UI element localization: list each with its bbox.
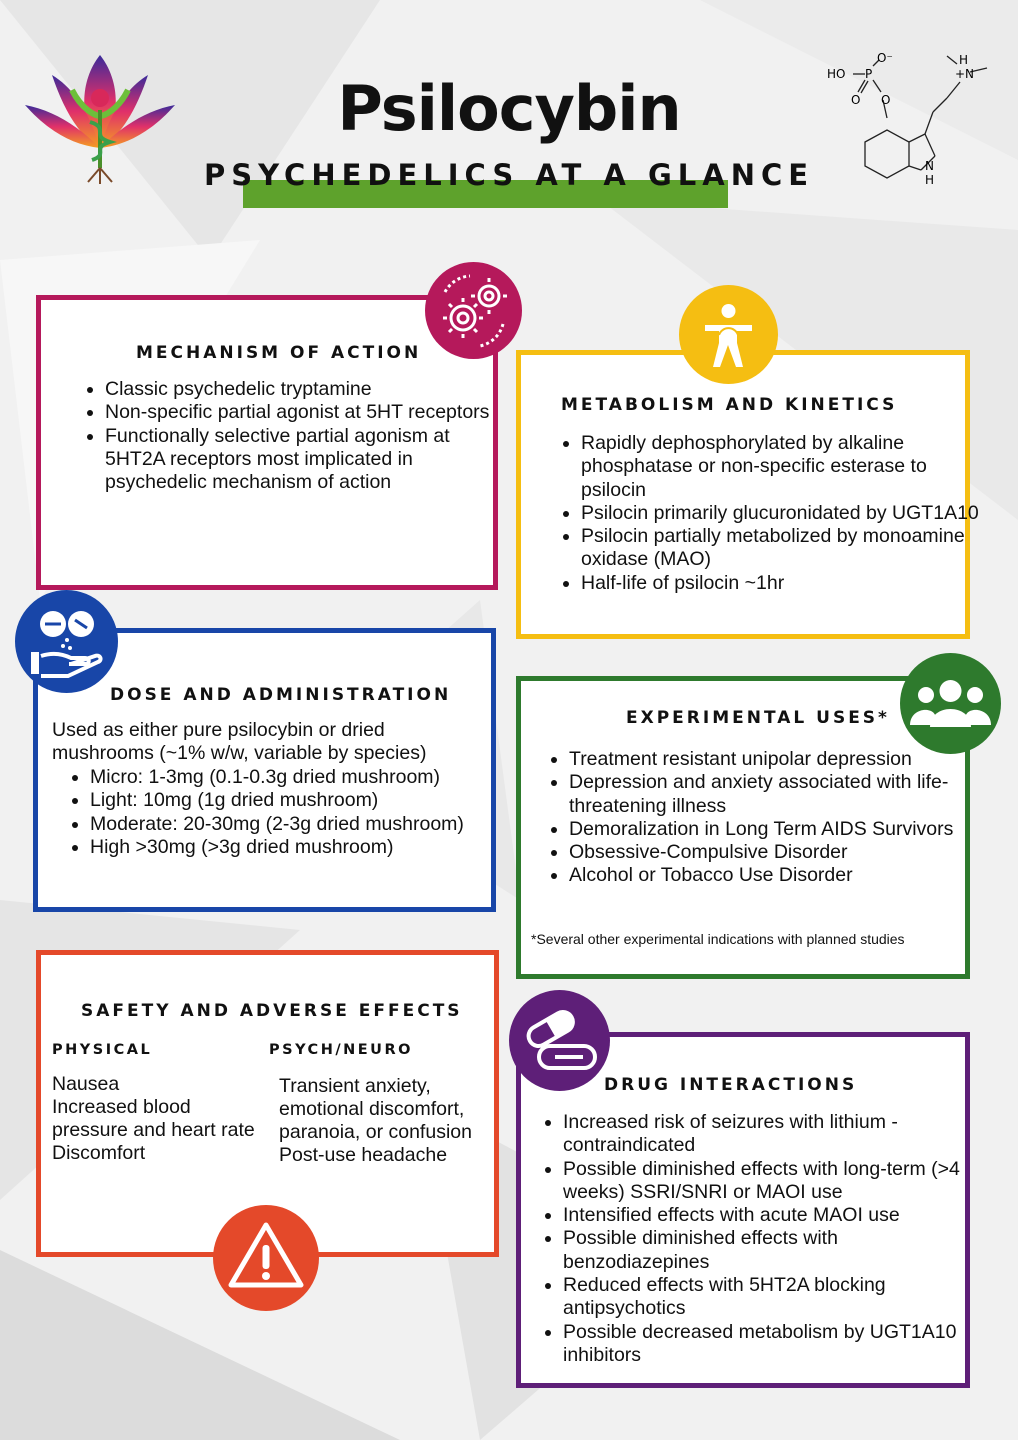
metabolism-list <box>555 432 981 595</box>
mechanism-list <box>79 378 495 494</box>
list-item: • Light: 10mg (1g dried mushroom) <box>90 789 510 812</box>
text-line: Transient anxiety, <box>279 1075 431 1097</box>
list-item: • Rapidly dephosphorylated by alkaline phosphatase or non-specific esterase to psilocin <box>581 432 981 502</box>
svg-text:N: N <box>925 159 934 173</box>
svg-text:H: H <box>925 173 935 187</box>
psych-neuro-effects <box>279 1075 489 1167</box>
svg-text:O: O <box>851 93 861 107</box>
psilocybin-molecule-diagram <box>825 52 1000 187</box>
experimental-heading: EXPERIMENTAL USES* <box>626 708 890 728</box>
dose-heading: DOSE AND ADMINISTRATION <box>110 685 452 705</box>
list-item: • Moderate: 20-30mg (2-3g dried mushroom) <box>90 813 510 836</box>
interactions-heading: DRUG INTERACTIONS <box>604 1075 858 1095</box>
page-title: Psilocybin <box>337 72 681 145</box>
list-item: • Obsessive-Compulsive Disorder <box>569 841 989 864</box>
physical-effects <box>52 1073 272 1165</box>
list-item: • Micro: 1-3mg (0.1-0.3g dried mushroom) <box>90 766 510 789</box>
list-item: • Alcohol or Tobacco Use Disorder <box>569 864 989 887</box>
list-item: • Psilocin primarily glucuronidated by UGT1A10 <box>581 502 981 525</box>
list-item: • Functionally selective partial agonism at 5HT2A receptors most implicated in psychedelic mechanism of action <box>105 425 495 495</box>
warning-triangle-icon <box>213 1205 319 1311</box>
gears-icon <box>425 262 522 359</box>
metabolism-heading: METABOLISM AND KINETICS <box>561 395 898 415</box>
safety-heading: SAFETY AND ADVERSE EFFECTS <box>81 1001 463 1021</box>
experimental-footnote: *Several other experimental indications with planned studies <box>531 931 905 947</box>
list-item: • Non-specific partial agonist at 5HT receptors <box>105 401 495 424</box>
text-line: Discomfort <box>52 1142 146 1164</box>
group-of-people-icon <box>900 653 1001 754</box>
text-line: paranoia, or confusion <box>279 1121 472 1143</box>
pills-in-hand-icon <box>15 590 118 693</box>
text-line: Increased blood <box>52 1096 191 1118</box>
text-line: Post-use headache <box>279 1144 448 1166</box>
svg-text:O⁻: O⁻ <box>877 52 893 65</box>
interactions-list <box>537 1111 983 1367</box>
svg-text:HO: HO <box>827 67 846 81</box>
mechanism-heading: MECHANISM OF ACTION <box>136 343 422 363</box>
page-subtitle: PSYCHEDELICS AT A GLANCE <box>203 158 815 192</box>
list-item: • Possible diminished effects with long-term (>4 weeks) SSRI/SNRI or MAOI use <box>563 1158 983 1205</box>
list-item: • Classic psychedelic tryptamine <box>105 378 495 401</box>
physical-label: PHYSICAL <box>52 1042 153 1058</box>
svg-text:+N: +N <box>955 67 975 81</box>
list-item: • Reduced effects with 5HT2A blocking antipsychotics <box>563 1274 983 1321</box>
list-item: • Psilocin partially metabolized by monoamine oxidase (MAO) <box>581 525 981 572</box>
list-item: • Increased risk of seizures with lithium - contraindicated <box>563 1111 983 1158</box>
list-item: • Depression and anxiety associated with life-threatening illness <box>569 771 989 818</box>
metabolism-card <box>516 350 979 639</box>
svg-text:O: O <box>881 93 891 107</box>
dose-list <box>64 766 510 859</box>
dose-intro: Used as either pure psilocybin or dried mushrooms (~1% w/w, variable by species) <box>52 719 427 764</box>
list-item: • Demoralization in Long Term AIDS Survivors <box>569 818 989 841</box>
text-line: emotional discomfort, <box>279 1098 465 1120</box>
list-item: • Treatment resistant unipolar depression <box>569 748 989 771</box>
list-item: • Half-life of psilocin ~1hr <box>581 572 981 595</box>
text-line: pressure and heart rate <box>52 1119 255 1141</box>
svg-text:P: P <box>865 67 873 81</box>
text-line: Nausea <box>52 1073 120 1095</box>
experimental-list <box>543 748 989 888</box>
list-item: • Intensified effects with acute MAOI use <box>563 1204 983 1227</box>
human-figure-icon <box>679 285 778 384</box>
psych-neuro-label: PSYCH/NEURO <box>269 1042 413 1058</box>
svg-text:H: H <box>959 53 969 67</box>
list-item: • High >30mg (>3g dried mushroom) <box>90 836 510 859</box>
capsules-icon <box>509 990 610 1091</box>
list-item: • Possible decreased metabolism by UGT1A10 inhibitors <box>563 1321 983 1368</box>
list-item: • Possible diminished effects with benzodiazepines <box>563 1227 983 1274</box>
